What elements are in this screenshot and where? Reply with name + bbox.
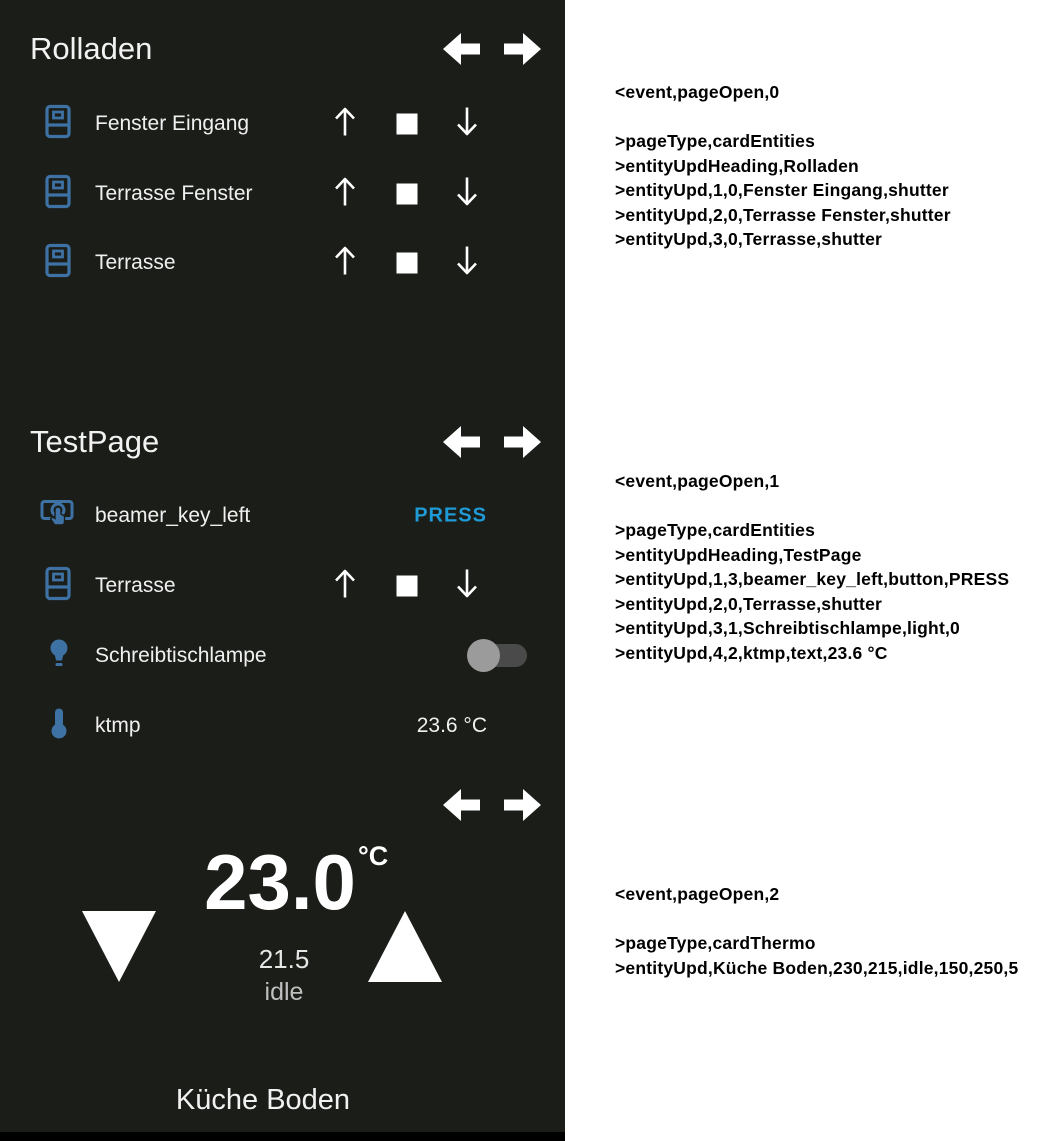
entity-label: beamer_key_left bbox=[95, 504, 251, 527]
log-line: >entityUpd,1,3,beamer_key_left,button,PRESS bbox=[615, 569, 1010, 589]
log-line: >entityUpd,2,0,Terrasse,shutter bbox=[615, 593, 883, 614]
nav-prev-button[interactable] bbox=[442, 32, 480, 66]
entity-label: Terrasse Fenster bbox=[95, 182, 253, 205]
temp-increase-button[interactable] bbox=[368, 911, 442, 982]
log-block-testpage bbox=[615, 469, 1009, 665]
log-line: >pageType,cardEntities bbox=[615, 131, 816, 151]
entity-label: ktmp bbox=[95, 714, 141, 737]
nav-prev-button[interactable] bbox=[442, 425, 480, 459]
log-line: >entityUpdHeading,TestPage bbox=[615, 544, 862, 565]
entity-row-beamer-key-left bbox=[0, 494, 565, 538]
entity-label: Schreibtischlampe bbox=[95, 644, 267, 667]
page-title: Rolladen bbox=[30, 31, 153, 66]
temperature-unit: °C bbox=[358, 841, 389, 871]
log-line: >entityUpd,3,0,Terrasse,shutter bbox=[615, 229, 883, 249]
entity-label: Terrasse bbox=[95, 251, 176, 274]
shutter-up-button[interactable] bbox=[332, 568, 358, 605]
shutter-stop-button[interactable] bbox=[397, 114, 418, 135]
arrow-down-icon bbox=[454, 176, 480, 208]
shutter-stop-button[interactable] bbox=[397, 253, 418, 274]
entity-label: Fenster Eingang bbox=[95, 112, 250, 135]
thermometer-icon bbox=[50, 708, 68, 745]
lightbulb-icon bbox=[47, 639, 71, 674]
log-blank-line bbox=[615, 105, 951, 130]
shutter-down-button[interactable] bbox=[454, 245, 480, 282]
arrow-left-icon bbox=[442, 425, 480, 459]
log-line: >pageType,cardThermo bbox=[615, 933, 816, 953]
light-toggle-switch[interactable] bbox=[467, 638, 529, 672]
arrow-up-icon bbox=[332, 568, 358, 600]
shutter-stop-button[interactable] bbox=[397, 184, 418, 205]
log-event-line: <event,pageOpen,1 bbox=[615, 471, 780, 491]
current-temperature: 23.0 bbox=[204, 838, 356, 926]
target-temperature: 21.5 bbox=[258, 944, 310, 974]
arrow-up-icon bbox=[332, 106, 358, 138]
nav-prev-button[interactable] bbox=[442, 788, 480, 822]
shutter-up-button[interactable] bbox=[332, 245, 358, 282]
log-line: >entityUpdHeading,Rolladen bbox=[615, 155, 859, 176]
log-line: >entityUpd,Küche Boden,230,215,idle,150,250,5 bbox=[615, 957, 1019, 978]
nav-next-button[interactable] bbox=[504, 32, 542, 66]
arrow-down-icon bbox=[454, 245, 480, 277]
log-block-rolladen bbox=[615, 80, 951, 252]
page-title: TestPage bbox=[30, 424, 160, 459]
entity-row-terrasse-fenster bbox=[0, 172, 565, 216]
shutter-down-button[interactable] bbox=[454, 568, 480, 605]
log-blank-line bbox=[615, 907, 1018, 932]
window-shutter-icon bbox=[45, 175, 71, 214]
log-block-thermo bbox=[615, 882, 1018, 980]
nav-next-button[interactable] bbox=[504, 425, 542, 459]
thermostat-name: Küche Boden bbox=[175, 1084, 351, 1116]
arrow-left-icon bbox=[442, 788, 480, 822]
window-shutter-icon bbox=[45, 105, 71, 144]
arrow-right-icon bbox=[504, 788, 542, 822]
shutter-down-button[interactable] bbox=[454, 176, 480, 213]
log-event-line: <event,pageOpen,2 bbox=[615, 884, 780, 904]
temperature-value: 23.6 °C bbox=[416, 714, 487, 737]
arrow-right-icon bbox=[504, 32, 542, 66]
stop-icon bbox=[397, 576, 418, 597]
entity-row-terrasse bbox=[0, 564, 565, 608]
arrow-up-icon bbox=[332, 245, 358, 277]
gesture-tap-button-icon bbox=[40, 498, 74, 535]
toggle-knob bbox=[467, 639, 500, 672]
press-button[interactable]: PRESS bbox=[414, 504, 487, 527]
log-line: >entityUpd,2,0,Terrasse Fenster,shutter bbox=[615, 204, 951, 225]
entity-row-ktmp bbox=[0, 704, 565, 748]
log-line: >entityUpd,3,1,Schreibtischlampe,light,0 bbox=[615, 618, 960, 638]
arrow-up-icon bbox=[332, 176, 358, 208]
thermostat-state: idle bbox=[264, 978, 304, 1006]
entity-row-terrasse bbox=[0, 241, 565, 285]
shutter-up-button[interactable] bbox=[332, 106, 358, 143]
stop-icon bbox=[397, 253, 418, 274]
log-blank-line bbox=[615, 494, 1009, 519]
nav-next-button[interactable] bbox=[504, 788, 542, 822]
entity-row-fenster-eingang bbox=[0, 102, 565, 146]
log-line: >pageType,cardEntities bbox=[615, 520, 816, 540]
arrow-right-icon bbox=[504, 425, 542, 459]
log-event-line: <event,pageOpen,0 bbox=[615, 82, 780, 102]
shutter-stop-button[interactable] bbox=[397, 576, 418, 597]
shutter-down-button[interactable] bbox=[454, 106, 480, 143]
temp-decrease-button[interactable] bbox=[82, 911, 156, 982]
entity-label: Terrasse bbox=[95, 574, 176, 597]
stop-icon bbox=[397, 114, 418, 135]
shutter-up-button[interactable] bbox=[332, 176, 358, 213]
arrow-left-icon bbox=[442, 32, 480, 66]
window-shutter-icon bbox=[45, 567, 71, 606]
stop-icon bbox=[397, 184, 418, 205]
arrow-down-icon bbox=[454, 106, 480, 138]
arrow-down-icon bbox=[454, 568, 480, 600]
log-line: >entityUpd,4,2,ktmp,text,23.6 °C bbox=[615, 642, 888, 663]
log-line: >entityUpd,1,0,Fenster Eingang,shutter bbox=[615, 180, 949, 200]
panel-bezel bbox=[0, 1132, 565, 1141]
window-shutter-icon bbox=[45, 244, 71, 283]
